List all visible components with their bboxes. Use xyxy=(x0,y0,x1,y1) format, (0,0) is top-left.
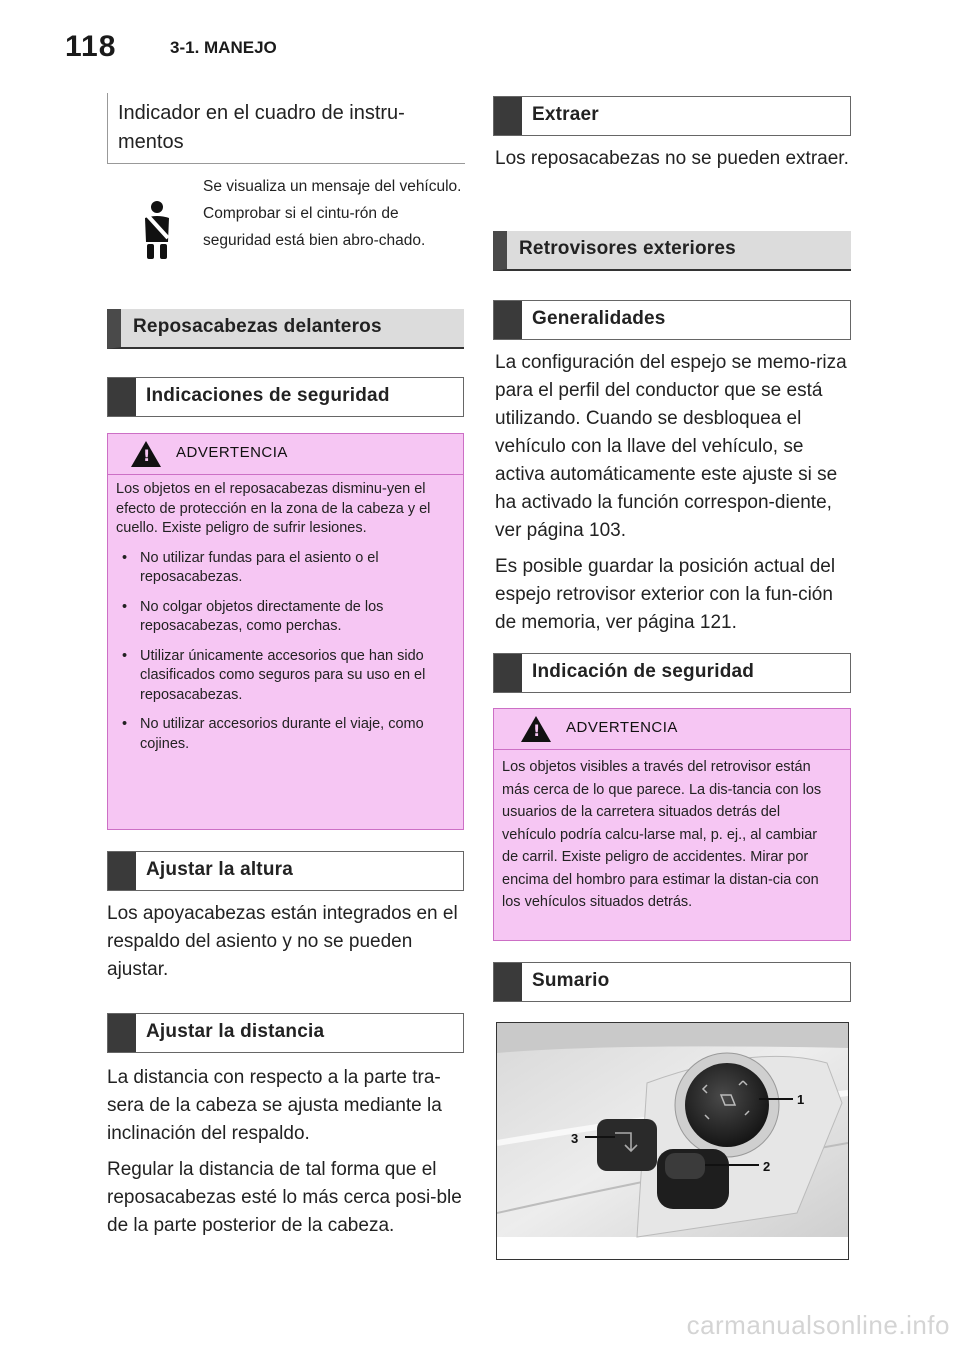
paragraph: La distancia con respecto a la parte tra-sera de la cabeza se ajusta mediante la inclinación del respaldo. xyxy=(107,1067,442,1144)
warning-body xyxy=(116,480,451,764)
warning-bullet: • No colgar objetos directamente de los reposacabezas, como perchas. xyxy=(116,598,451,637)
heading-bar xyxy=(108,1014,136,1052)
heading-bar xyxy=(108,378,136,416)
heading-bar xyxy=(494,301,522,339)
heading-general xyxy=(493,300,851,340)
indicator-text: Se visualiza un mensaje del vehículo. Comprobar si el cintu-rón de seguridad está bien abro-chado. xyxy=(203,178,462,249)
warning-text: Los objetos visibles a través del retrovisor están más cerca de lo que parece. La dis-tancia con los usuarios de la carretera situados detrás del vehículo podría calcu-larse mal, p. ej., al cambiar de carril. Existe peligro de accidentes. Mirar por encima del hombro para estimar la distan-cia con los vehículos situados detrás. xyxy=(502,759,822,910)
paragraph: La configuración del espejo se memo-riza para el perfil del conductor que se está utilizando. Cuando se desbloquea el vehículo con la llave del vehículo, se activa automáticamente este ajuste si se ha activado la función correspon-diente, ver página 103. xyxy=(495,352,847,541)
seatbelt-warning-icon xyxy=(140,200,174,260)
warning-body xyxy=(502,756,837,924)
heading-text: Retrovisores exteriores xyxy=(519,238,736,259)
heading-front-headrests xyxy=(107,309,464,349)
warning-bullet: • No utilizar fundas para el asiento o el reposacabezas. xyxy=(116,549,451,588)
callout-1: 1 xyxy=(797,1092,805,1107)
warning-title: ADVERTENCIA xyxy=(176,444,288,461)
callout-3: 3 xyxy=(571,1131,579,1146)
heading-exterior-mirrors xyxy=(493,231,851,271)
heading-safety-indications xyxy=(107,377,464,417)
paragraph: Es posible guardar la posición actual del espejo retrovisor exterior con la fun-ción de memoria, ver página 121. xyxy=(495,556,836,633)
heading-text: Extraer xyxy=(532,104,599,125)
watermark: carmanualsonline.info xyxy=(686,1310,950,1340)
paragraph: Regular la distancia de tal forma que el reposacabezas esté lo más cerca posi-ble de la parte posterior de la cabeza. xyxy=(107,1159,462,1236)
heading-safety-indication xyxy=(493,653,851,693)
heading-bar xyxy=(494,654,522,692)
warning-header xyxy=(108,434,463,475)
paragraph: Los reposacabezas no se pueden extraer. xyxy=(495,148,849,169)
warning-title: ADVERTENCIA xyxy=(566,719,678,736)
heading-text: Reposacabezas delanteros xyxy=(133,316,382,337)
chapter-title: 3-1. MANEJO xyxy=(170,38,277,57)
heading-text: Generalidades xyxy=(532,308,666,329)
indicator-section xyxy=(107,93,465,164)
heading-bar xyxy=(494,963,522,1001)
mirror-control-illustration xyxy=(497,1023,848,1259)
mirror-control-figure xyxy=(496,1022,849,1260)
warning-intro: Los objetos en el reposacabezas disminu-yen el efecto de protección en la zona de la cabeza y el cuello. Existe peligro de sufrir lesiones. xyxy=(116,481,431,536)
heading-text: Indicación de seguridad xyxy=(532,661,755,682)
heading-summary xyxy=(493,962,851,1002)
warning-box-headrests xyxy=(107,433,464,830)
warning-triangle-icon xyxy=(131,441,161,467)
distance-text xyxy=(107,1064,467,1248)
warning-header xyxy=(494,709,850,750)
heading-text: Ajustar la distancia xyxy=(146,1021,325,1042)
callout-2: 2 xyxy=(763,1159,771,1174)
general-text xyxy=(495,349,850,645)
indicator-title: Indicador en el cuadro de instru-mentos xyxy=(118,102,405,153)
heading-bar xyxy=(494,97,522,135)
heading-text: Sumario xyxy=(532,970,610,991)
heading-extract xyxy=(493,96,851,136)
heading-adjust-height xyxy=(107,851,464,891)
warning-bullet: • Utilizar únicamente accesorios que han sido clasificados como seguros para su uso en el reposacabezas. xyxy=(116,647,451,706)
page-header xyxy=(0,0,960,80)
page-number: 118 xyxy=(65,30,117,63)
heading-text: Indicaciones de seguridad xyxy=(146,385,390,406)
heading-adjust-distance xyxy=(107,1013,464,1053)
paragraph: Los apoyacabezas están integrados en el respaldo del asiento y no se pueden ajustar. xyxy=(107,903,458,980)
extract-text xyxy=(495,145,850,181)
heading-bar xyxy=(108,852,136,890)
warning-triangle-icon xyxy=(521,716,551,742)
height-text xyxy=(107,900,467,992)
warning-bullet: • No utilizar accesorios durante el viaje, como cojines. xyxy=(116,715,451,754)
warning-box-mirrors xyxy=(493,708,851,941)
heading-text: Ajustar la altura xyxy=(146,859,294,880)
